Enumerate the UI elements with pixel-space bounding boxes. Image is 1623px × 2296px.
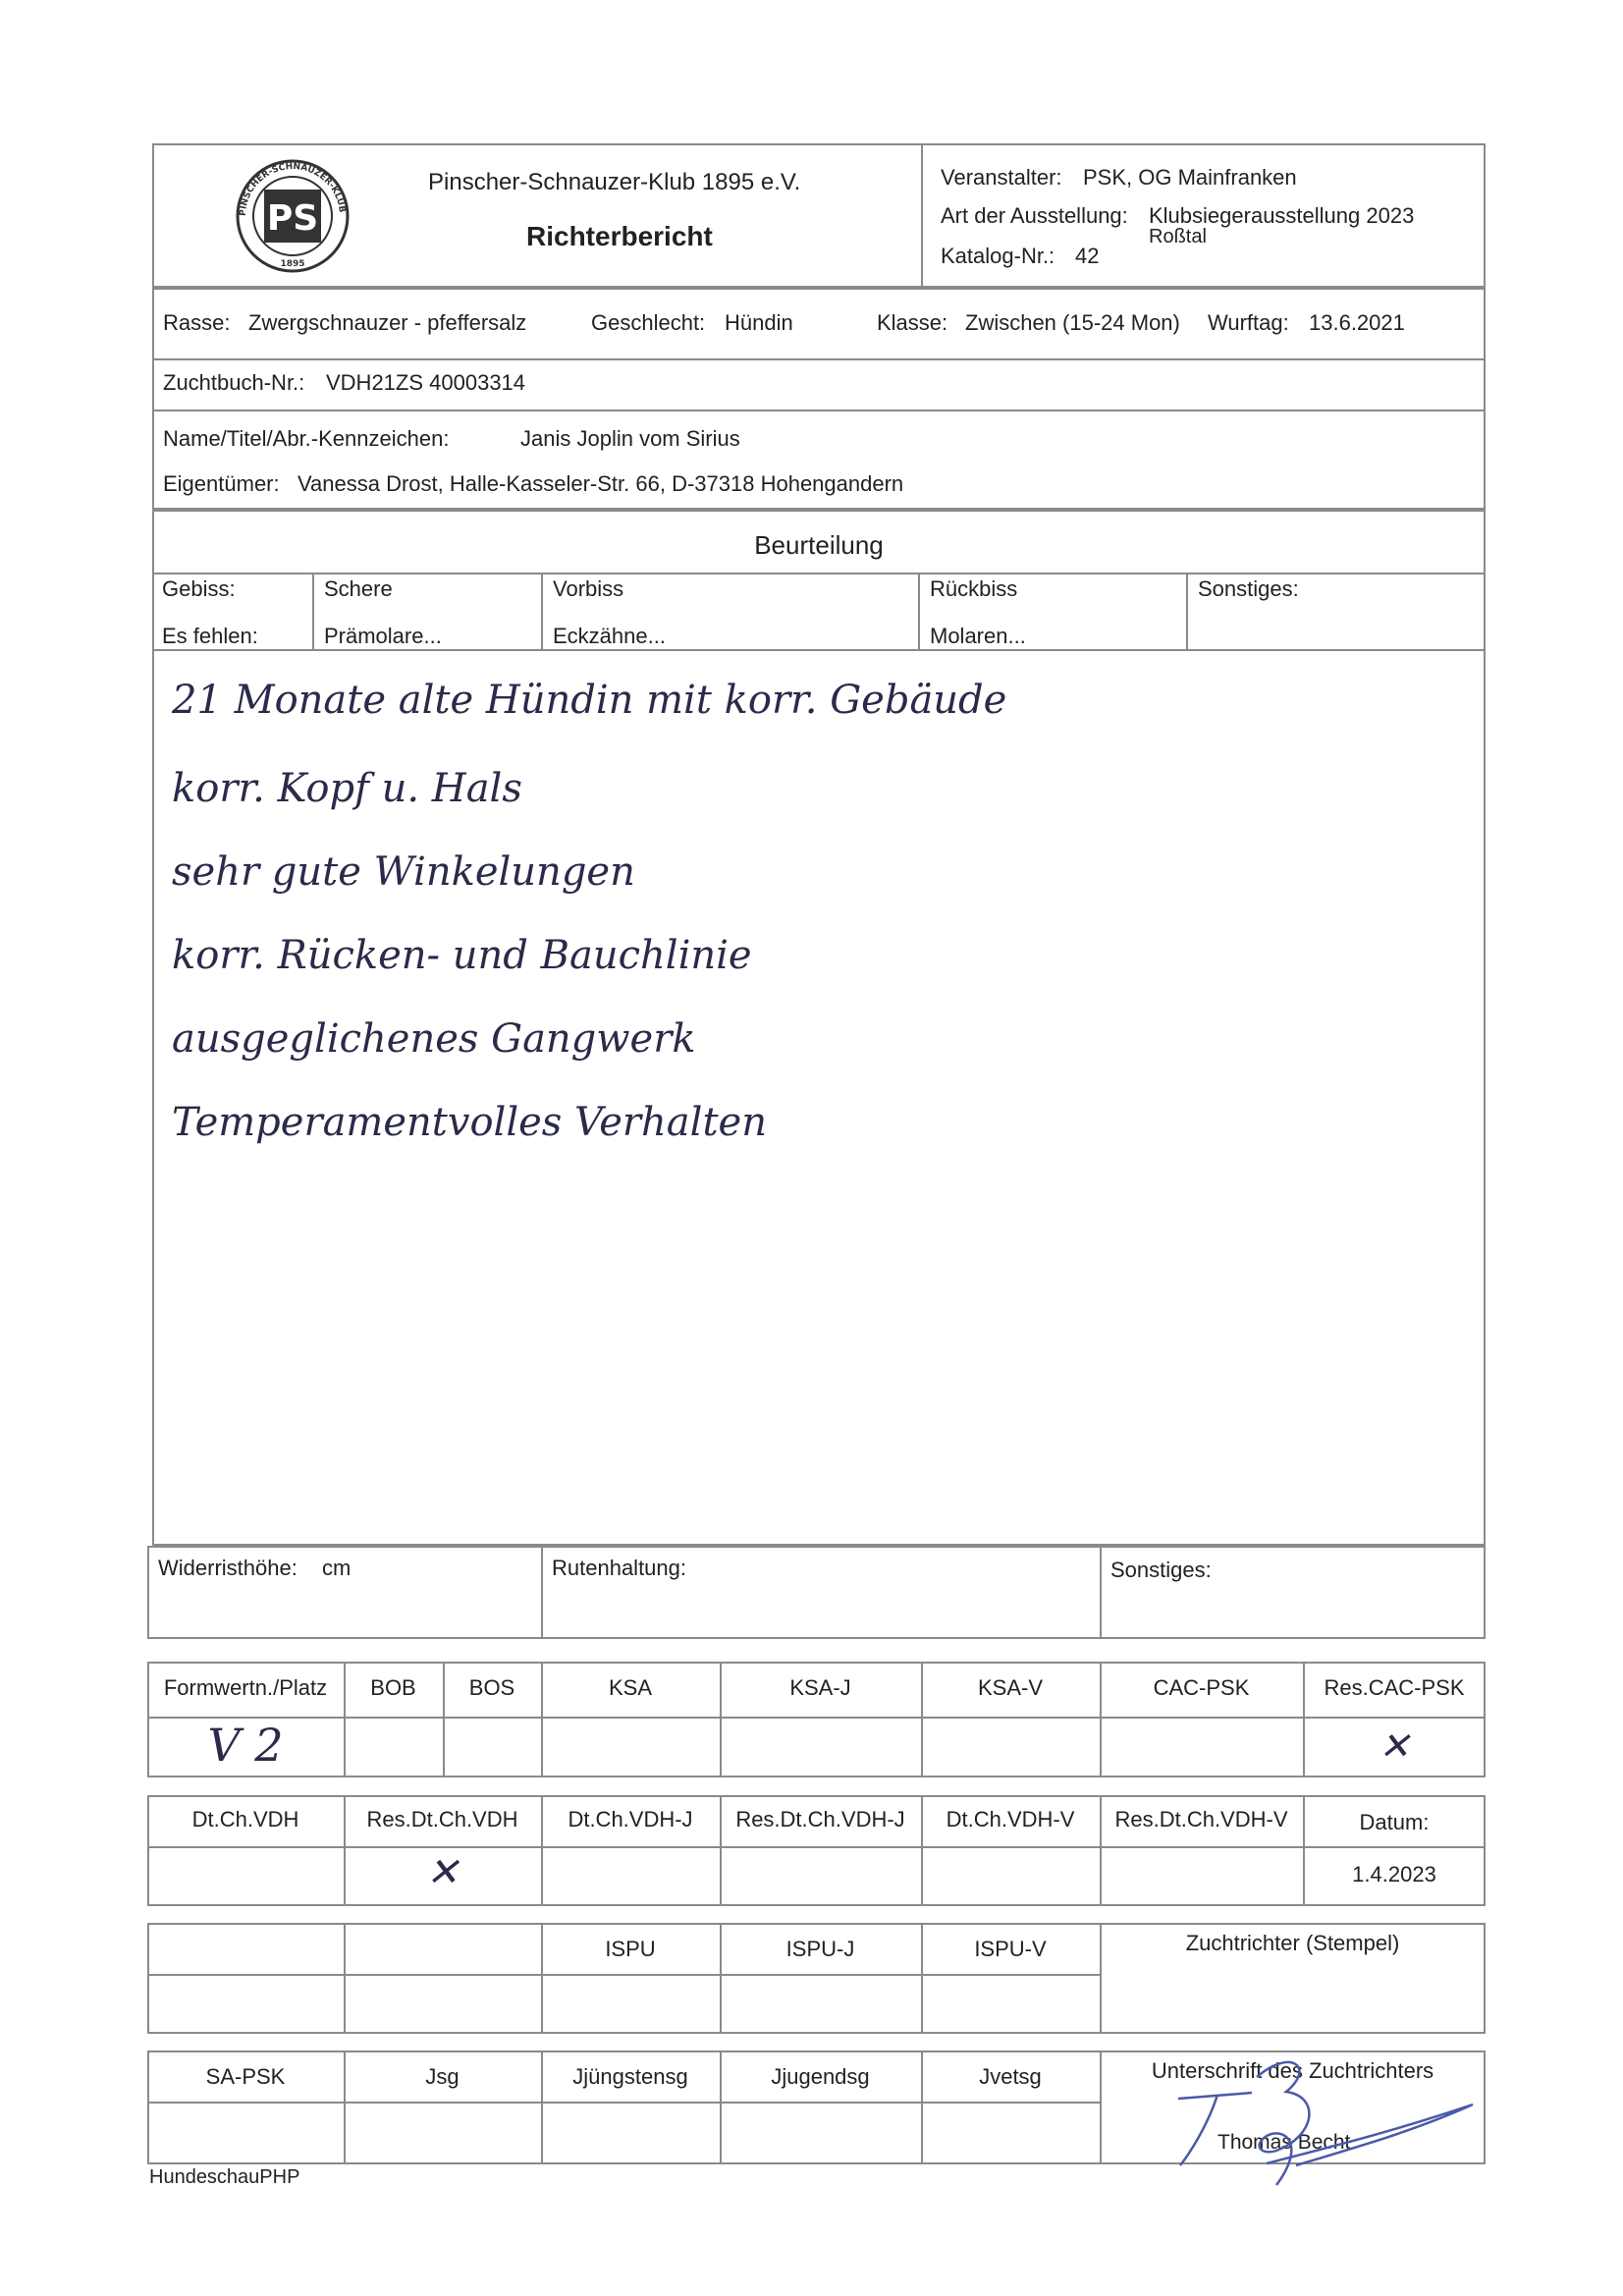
missing-label: Es fehlen: [162,624,258,648]
date-label: Datum: [1359,1810,1430,1834]
ispu-header: ISPU-J [785,1937,855,1961]
date-value: 1.4.2023 [1352,1862,1436,1886]
grading-header: Formwertn./Platz [163,1675,328,1700]
vdh-header: Res.Dt.Ch.VDH-V [1114,1807,1288,1831]
grading-header: CAC-PSK [1153,1675,1250,1700]
vdh-header: Res.Dt.Ch.VDH [366,1807,518,1831]
club-name: Pinscher-Schnauzer-Klub 1895 e.V. [428,169,801,195]
club-logo [232,157,353,275]
canines: Eckzähne... [553,624,666,648]
underbite: Rückbiss [930,576,1018,601]
breed-value: Zwergschnauzer - pfeffersalz [248,310,527,335]
handwritten-line: korr. Rücken- und Bauchlinie [172,933,752,978]
grading-header: Res.CAC-PSK [1324,1675,1465,1700]
logo-year: 1895 [280,259,305,269]
handwritten-line: korr. Kopf u. Hals [172,766,522,811]
overbite: Vorbiss [553,576,624,601]
res-cac-mark: ✕ [1379,1724,1410,1768]
logo-ring-text: PINSCHER-SCHNAUZER-KLUB [238,161,347,217]
sex-label: Geschlecht: [591,310,706,335]
measures-other-label: Sonstiges: [1110,1558,1212,1582]
grading-header: KSA-V [977,1675,1044,1700]
handwritten-line: 21 Monate alte Hündin mit korr. Gebäude [172,678,1007,723]
vdh-header: Res.Dt.Ch.VDH-J [735,1807,905,1831]
tail-label: Rutenhaltung: [552,1556,686,1580]
molars: Molaren... [930,624,1026,648]
software-footer: HundeschauPHP [149,2166,300,2188]
grading-header: KSA-J [789,1675,851,1700]
handwritten-line: ausgeglichenes Gangwerk [172,1016,696,1062]
bite-label: Gebiss: [162,576,236,601]
signature-label: Unterschrift des Zuchtrichters [1151,2058,1434,2083]
report-title: Richterbericht [526,221,713,251]
studbook-value: VDH21ZS 40003314 [326,370,526,395]
grading-header: KSA [608,1675,653,1700]
grading-header: BOS [468,1675,515,1700]
logo-monogram: PS [266,198,319,239]
whelp-value: 13.6.2021 [1309,310,1405,335]
show-type-label: Art der Ausstellung: [941,203,1128,228]
award-header: Jsg [425,2064,460,2089]
res-vdh-mark: ✕ [425,1850,460,1895]
show-place: Roßtal [1149,226,1207,247]
vdh-header: Dt.Ch.VDH [191,1807,299,1831]
height-label: Widerristhöhe: [158,1556,298,1580]
grading-header: BOB [370,1675,416,1700]
height-unit: cm [322,1556,352,1580]
class-value: Zwischen (15-24 Mon) [965,310,1180,335]
vdh-header: Dt.Ch.VDH-J [568,1807,693,1831]
premolars: Prämolare... [324,624,442,648]
whelp-label: Wurftag: [1208,310,1289,335]
grade-value: V 2 [207,1719,284,1772]
name-label: Name/Titel/Abr.-Kennzeichen: [163,426,450,451]
vdh-header: Dt.Ch.VDH-V [946,1807,1075,1831]
owner-label: Eigentümer: [163,471,280,496]
studbook-label: Zuchtbuch-Nr.: [163,370,305,395]
ispu-header: ISPU [605,1937,656,1961]
sex-value: Hündin [725,310,793,335]
award-header: Jjüngstensg [572,2064,688,2089]
breed-label: Rasse: [163,310,231,335]
bite-other-label: Sonstiges: [1198,576,1299,601]
catalog-value: 42 [1075,244,1100,268]
award-header: SA-PSK [205,2064,286,2089]
handwritten-line: Temperamentvolles Verhalten [172,1100,767,1145]
award-header: Jvetsg [979,2064,1042,2089]
catalog-label: Katalog-Nr.: [941,244,1055,268]
judge-stamp-label: Zuchtrichter (Stempel) [1185,1931,1400,1955]
assessment-title: Beurteilung [754,530,884,560]
organizer-label: Veranstalter: [941,165,1062,190]
judge-signature [1159,2038,1492,2195]
show-type-value: Klubsiegerausstellung 2023 [1149,203,1415,228]
ispu-header: ISPU-V [974,1937,1047,1961]
signature-name: Thomas Becht [1217,2131,1351,2154]
scissor-bite: Schere [324,576,393,601]
organizer-value: PSK, OG Mainfranken [1083,165,1297,190]
award-header: Jjugendsg [771,2064,870,2089]
handwritten-line: sehr gute Winkelungen [172,849,635,895]
name-value: Janis Joplin vom Sirius [520,426,740,451]
owner-value: Vanessa Drost, Halle-Kasseler-Str. 66, D-37318 Hohengandern [298,471,904,496]
class-label: Klasse: [877,310,948,335]
